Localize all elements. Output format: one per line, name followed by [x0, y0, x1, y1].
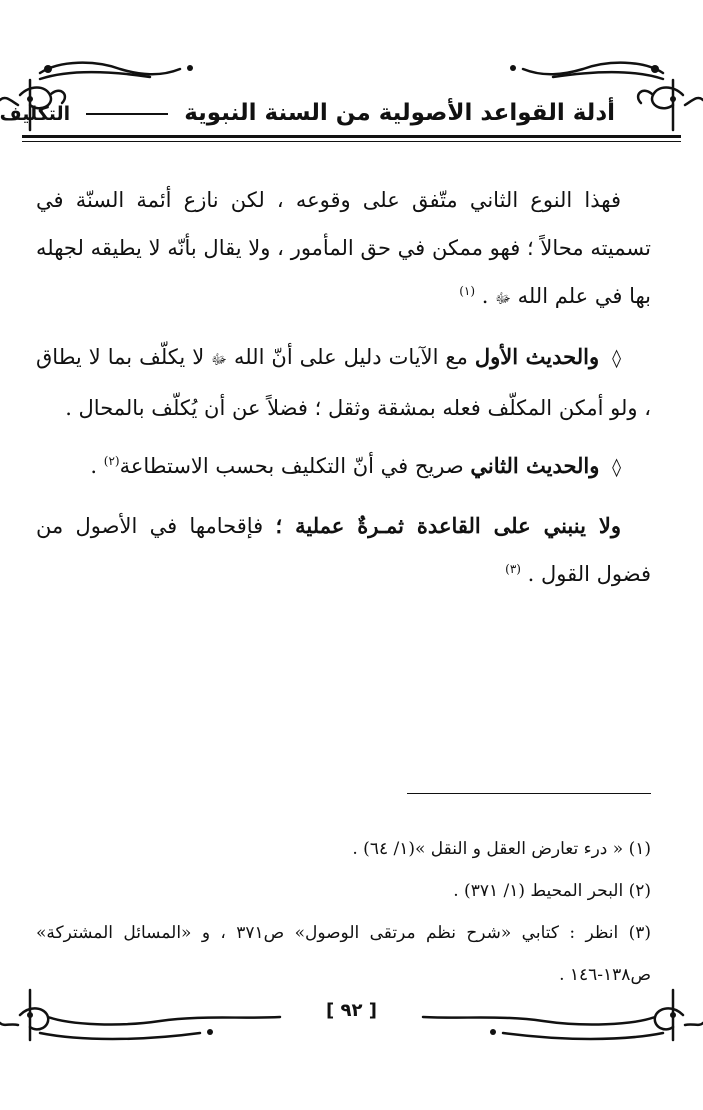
running-header: [0, 100, 615, 126]
paragraph-4-label: ولا ينبني على القاعدة ثمـرةٌ عملية ؛: [275, 513, 621, 538]
header-dash: [86, 113, 168, 115]
body-text: [36, 176, 651, 608]
paragraph-2: [36, 333, 651, 432]
header-rule-thin: [22, 141, 681, 142]
paragraph-3: [36, 442, 651, 492]
diamond-bullet-icon: ◊: [612, 457, 621, 478]
paragraph-2-label: والحديث الأول: [474, 344, 600, 369]
footnote-3: (٣) انظر : كتابي «شرح نظم مرتقى الوصول» ص٣٧١ ، و «المسائل المشتركة» ص١٣٨-١٤٦ .: [36, 923, 651, 985]
paragraph-4: [36, 502, 651, 598]
footnote-ref-2: (٢): [103, 454, 120, 468]
footnote-ref-1: (١): [459, 284, 476, 298]
paragraph-1: [36, 176, 651, 323]
paragraph-1-text: فهذا النوع الثاني متّفق على وقوعه ، لكن نازع أئمة السنّة في تسميته محالاً ؛ فهو ممكن في حق المأمور ، ولا يقال بأنّه لا يطيقه لجهله بها في علم الله: [36, 188, 651, 308]
footnote-ref-3: (٣): [505, 562, 521, 576]
paragraph-2-text-a: مع الآيات دليل على أنّ الله: [226, 345, 475, 369]
footnote-1: (١) « درء تعارض العقل و النقل »(١/ ٦٤) .: [352, 839, 651, 859]
honorific: ﷻ: [495, 291, 511, 307]
footnote-separator: [407, 793, 651, 794]
header-rule: [22, 135, 681, 138]
paragraph-2-text-b: لا يكلّف بما لا يطاق ، ولو أمكن المكلّف فعله بمشقة وثقل ؛ فضلاً عن أن يُكلّف بالمحال .: [36, 345, 651, 420]
footer-ornament: [0, 985, 703, 1060]
page-number: [ ٩٢ ]: [326, 1000, 377, 1021]
honorific: ﷻ: [211, 352, 227, 368]
section-title: التكليف: [0, 103, 71, 125]
paragraph-3-end: .: [90, 454, 104, 478]
paragraph-4-text: فإقحامها في الأصول من فضول القول .: [36, 514, 651, 586]
diamond-bullet-icon: ◊: [612, 348, 621, 369]
footnotes: [36, 828, 651, 996]
paragraph-3-text: صريح في أنّ التكليف بحسب الاستطاعة: [119, 454, 471, 478]
paragraph-3-label: والحديث الثاني: [470, 453, 600, 478]
book-title: أدلة القواعد الأصولية من السنة النبوية: [184, 100, 615, 126]
footnote-2: (٢) البحر المحيط (١/ ٣٧١) .: [453, 881, 651, 901]
paragraph-1-end: .: [481, 284, 496, 308]
